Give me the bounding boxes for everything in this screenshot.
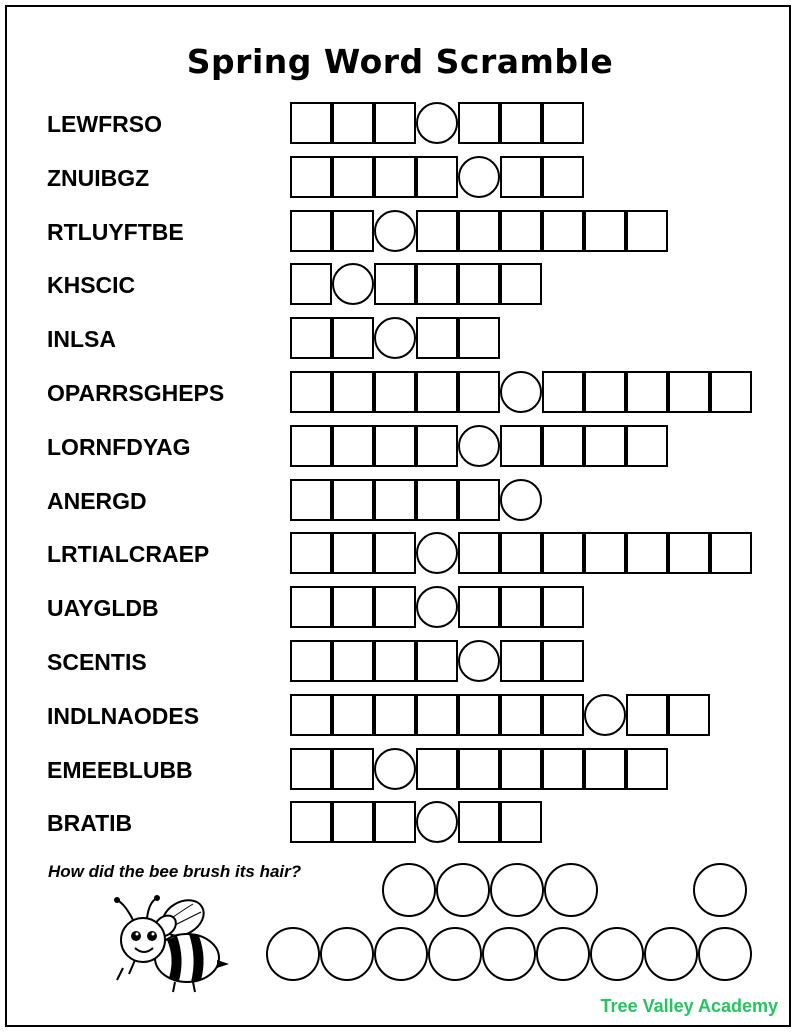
letter-box[interactable] [332,102,374,144]
letter-box[interactable] [374,586,416,628]
answer-letter-circle[interactable] [266,927,320,981]
letter-box[interactable] [626,532,668,574]
letter-box[interactable] [542,640,584,682]
letter-box[interactable] [290,532,332,574]
letter-box[interactable] [458,532,500,574]
scrambled-word: SCENTIS [47,649,147,675]
letter-box[interactable] [416,694,458,736]
scrambled-word: LEWFRSO [47,111,162,137]
letter-box[interactable] [458,371,500,413]
circled-letter-slot[interactable] [458,425,500,467]
letter-box[interactable] [332,479,374,521]
scrambled-word: LORNFDYAG [47,433,191,460]
letter-box[interactable] [416,317,458,359]
letter-box[interactable] [332,748,374,790]
letter-box[interactable] [290,479,332,521]
letter-box[interactable] [332,317,374,359]
letter-box[interactable] [458,263,500,305]
circled-letter-slot[interactable] [374,317,416,359]
letter-box[interactable] [290,102,332,144]
letter-box[interactable] [458,748,500,790]
letter-box[interactable] [500,263,542,305]
letter-box[interactable] [668,532,710,574]
bee-illustration [105,890,235,1000]
letter-box[interactable] [416,748,458,790]
letter-box[interactable] [458,479,500,521]
letter-box[interactable] [416,479,458,521]
letter-box[interactable] [584,532,626,574]
answer-letter-circle[interactable] [644,927,698,981]
letter-box[interactable] [500,748,542,790]
letter-box[interactable] [458,801,500,843]
letter-box[interactable] [542,210,584,252]
letter-box[interactable] [626,694,668,736]
letter-box[interactable] [290,263,332,305]
letter-box[interactable] [542,156,584,198]
letter-box[interactable] [332,532,374,574]
letter-box[interactable] [458,317,500,359]
answer-letter-circle[interactable] [590,927,644,981]
scrambled-word: INDLNAODES [47,702,200,729]
letter-box[interactable] [374,532,416,574]
page-title: Spring Word Scramble [186,42,614,81]
letter-box[interactable] [584,371,626,413]
letter-box[interactable] [374,801,416,843]
letter-box[interactable] [374,156,416,198]
letter-box[interactable] [500,425,542,467]
letter-box[interactable] [332,371,374,413]
scrambled-word: BRATIB [47,810,133,837]
letter-box[interactable] [290,156,332,198]
letter-box[interactable] [290,640,332,682]
letter-box[interactable] [626,210,668,252]
scrambled-word: RTLUYFTBE [47,218,184,245]
scrambled-word: OPARRSGHEPS [47,380,225,406]
letter-box[interactable] [416,425,458,467]
letter-box[interactable] [500,640,542,682]
letter-box[interactable] [290,694,332,736]
circled-letter-slot[interactable] [500,371,542,413]
letter-box[interactable] [668,694,710,736]
letter-box[interactable] [332,694,374,736]
circled-letter-slot[interactable] [416,586,458,628]
letter-box[interactable] [374,425,416,467]
scrambled-word: LRTIALCRAEP [47,541,210,568]
letter-box[interactable] [584,748,626,790]
letter-box[interactable] [584,425,626,467]
circled-letter-slot[interactable] [584,694,626,736]
letter-box[interactable] [542,694,584,736]
letter-box[interactable] [290,801,332,843]
answer-letter-circle[interactable] [320,927,374,981]
letter-box[interactable] [626,748,668,790]
answer-letter-circle[interactable] [374,927,428,981]
letter-box[interactable] [416,210,458,252]
letter-box[interactable] [374,479,416,521]
circled-letter-slot[interactable] [458,156,500,198]
answer-letter-circle[interactable] [482,927,536,981]
letter-box[interactable] [626,371,668,413]
letter-box[interactable] [374,640,416,682]
letter-box[interactable] [542,371,584,413]
circled-letter-slot[interactable] [374,210,416,252]
letter-box[interactable] [584,210,626,252]
letter-box[interactable] [500,102,542,144]
letter-box[interactable] [710,371,752,413]
answer-letter-circle[interactable] [382,863,436,917]
publisher-credit: Tree Valley Academy [600,996,778,1016]
letter-box[interactable] [290,425,332,467]
letter-box[interactable] [290,371,332,413]
letter-box[interactable] [332,425,374,467]
letter-box[interactable] [332,156,374,198]
circled-letter-slot[interactable] [500,479,542,521]
letter-box[interactable] [668,371,710,413]
scrambled-word: UAYGLDB [47,595,159,622]
circled-letter-slot[interactable] [416,102,458,144]
letter-box[interactable] [332,801,374,843]
letter-box[interactable] [500,586,542,628]
letter-box[interactable] [374,102,416,144]
answer-letter-circle[interactable] [436,863,490,917]
letter-box[interactable] [332,586,374,628]
letter-box[interactable] [542,425,584,467]
scrambled-word: KHSCIC [47,272,136,299]
letter-box[interactable] [374,371,416,413]
letter-box[interactable] [458,102,500,144]
letter-box[interactable] [542,586,584,628]
letter-box[interactable] [458,694,500,736]
scrambled-word: EMEEBLUBB [47,756,193,783]
letter-box[interactable] [290,748,332,790]
scrambled-word: ZNUIBGZ [47,164,150,191]
letter-box[interactable] [332,640,374,682]
letter-box[interactable] [626,425,668,467]
letter-box[interactable] [374,694,416,736]
letter-box[interactable] [542,532,584,574]
letter-box[interactable] [416,371,458,413]
letter-box[interactable] [332,210,374,252]
answer-letter-circle[interactable] [490,863,544,917]
answer-letter-circle[interactable] [698,927,752,981]
answer-letter-circle[interactable] [693,863,747,917]
letter-box[interactable] [290,317,332,359]
letter-box[interactable] [542,102,584,144]
riddle-question: How did the bee brush its hair? [48,862,302,881]
circled-letter-slot[interactable] [374,748,416,790]
letter-box[interactable] [416,640,458,682]
letter-box[interactable] [416,156,458,198]
circled-letter-slot[interactable] [458,640,500,682]
scrambled-word: ANERGD [47,487,147,514]
letter-box[interactable] [500,532,542,574]
letter-box[interactable] [542,748,584,790]
letter-box[interactable] [500,156,542,198]
answer-letter-circle[interactable] [536,927,590,981]
letter-box[interactable] [710,532,752,574]
answer-letter-circle[interactable] [428,927,482,981]
letter-box[interactable] [458,586,500,628]
letter-box[interactable] [500,694,542,736]
letter-box[interactable] [458,210,500,252]
letter-box[interactable] [500,210,542,252]
letter-box[interactable] [374,263,416,305]
letter-box[interactable] [290,586,332,628]
scrambled-word: INLSA [47,326,116,353]
letter-box[interactable] [290,210,332,252]
answer-letter-circle[interactable] [544,863,598,917]
letter-box[interactable] [500,801,542,843]
letter-box[interactable] [416,263,458,305]
